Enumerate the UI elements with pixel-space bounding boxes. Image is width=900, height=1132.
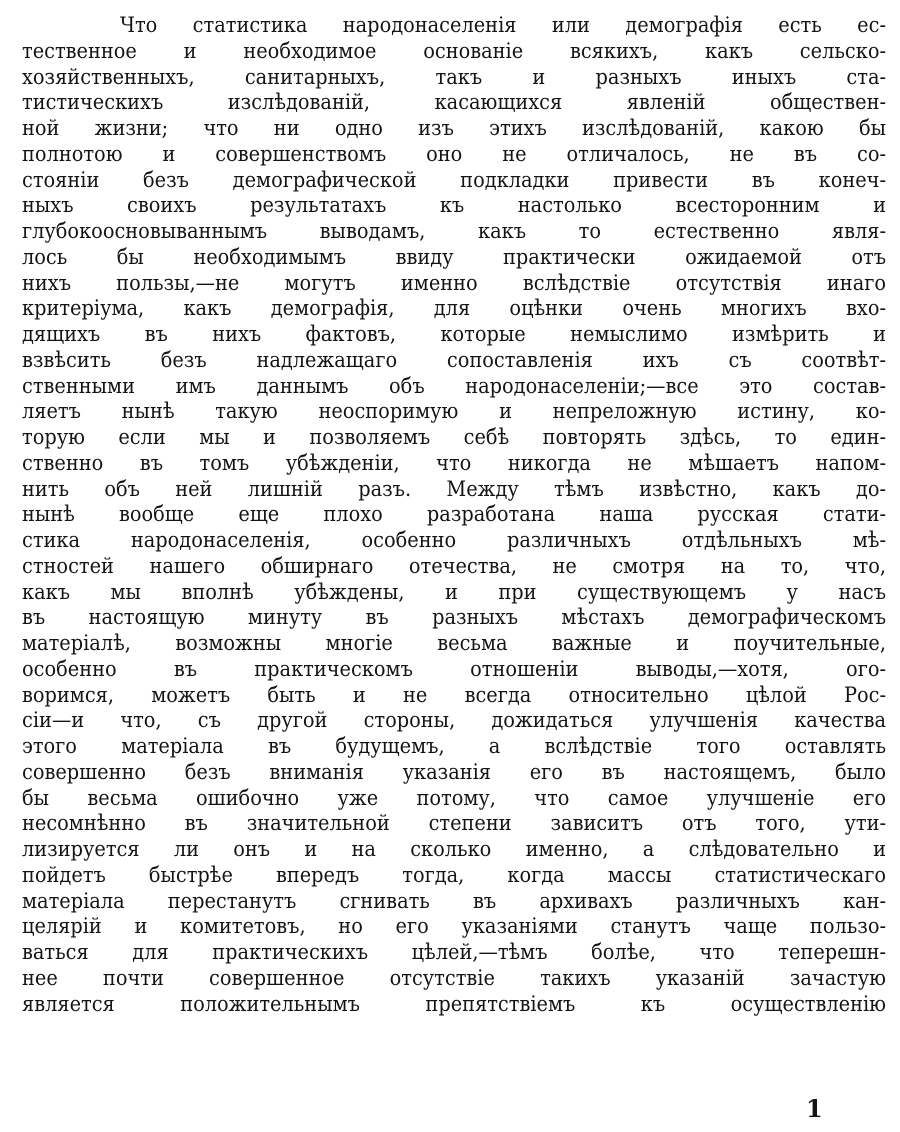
- text-line: хозяйственныхъ, санитарныхъ, такъ и разныхъ иныхъ ста-: [22, 64, 886, 90]
- text-line: нынѣ вообще еще плохо разработана наша русская стати-: [22, 502, 886, 528]
- text-line: пойдетъ быстрѣе впередъ тогда, когда массы статистическаго: [22, 862, 886, 888]
- text-line: особенно въ практическомъ отношеніи выводы,—хотя, ого-: [22, 656, 886, 682]
- text-line: дящихъ въ нихъ фактовъ, которые немыслимо измѣрить и: [22, 322, 886, 347]
- text-line: взвѣсить безъ надлежащаго сопоставленія ихъ съ соотвѣт-: [22, 347, 886, 373]
- text-line: стностей нашего обширнаго отечества, не смотря на то, что,: [22, 553, 886, 579]
- text-line: является положительнымъ препятствіемъ къ осуществленію: [22, 991, 886, 1017]
- text-line: этого матеріала въ будущемъ, а вслѣдствіе того оставлять: [22, 734, 886, 759]
- text-line: тественное и необходимое основаніе всякихъ, какъ сельско-: [22, 38, 886, 64]
- text-line: несомнѣнно въ значительной степени зависитъ отъ того, ути-: [22, 811, 886, 837]
- text-line: бы весьма ошибочно уже потому, что самое улучшеніе его: [22, 785, 886, 811]
- text-line: ственно въ томъ убѣжденіи, что никогда не мѣшаетъ напом-: [22, 450, 886, 476]
- text-line: ныхъ своихъ результатахъ къ настолько всесторонним и: [22, 193, 886, 219]
- text-line: нить объ ней лишній разъ. Между тѣмъ извѣстно, какъ до-: [22, 476, 886, 502]
- text-line: критеріума, какъ демографія, для оцѣнки очень многихъ вхо-: [22, 296, 886, 322]
- text-line: стояніи безъ демографической подкладки привести въ конеч-: [22, 167, 886, 193]
- text-line: торую если мы и позволяемъ себѣ повторять здѣсь, то един-: [22, 425, 886, 450]
- text-line: ственными имъ даннымъ объ народонаселеніи;—все это состав-: [22, 373, 886, 399]
- text-line: какъ мы вполнѣ убѣждены, и при существующемъ у насъ: [22, 579, 886, 605]
- text-line: нихъ пользы,—не могутъ именно вслѣдствіе отсутствія инаго: [22, 270, 886, 296]
- text-line: ваться для практическихъ цѣлей,—тѣмъ болѣе, что теперешн-: [22, 940, 886, 965]
- text-line: воримся, можетъ быть и не всегда относительно цѣлой Рос-: [22, 682, 886, 708]
- page-number: 1: [806, 1094, 823, 1123]
- text-line: въ настоящую минуту въ разныхъ мѣстахъ демографическомъ: [22, 605, 886, 631]
- text-line: матеріалѣ, возможны многіе весьма важные и поучительные,: [22, 631, 886, 656]
- text-line: совершенно безъ вниманія указанія его въ настоящемъ, было: [22, 759, 886, 785]
- text-line: целярій и комитетовъ, но его указаніями станутъ чаще пользо-: [22, 914, 886, 940]
- text-line: лось бы необходимымъ ввиду практически ожидаемой отъ: [22, 244, 886, 270]
- text-line: Что статистика народонаселенія или демографія есть ес-: [120, 13, 886, 38]
- text-line: тистическихъ изслѣдованій, касающихся явленій обществен-: [22, 90, 886, 116]
- text-line: ляетъ нынѣ такую неоспоримую и непреложную истину, ко-: [22, 399, 886, 425]
- text-line: сіи—и что, съ другой стороны, дожидаться улучшенія качества: [22, 708, 886, 734]
- text-line: полнотою и совершенствомъ оно не отличалось, не въ со-: [22, 141, 886, 167]
- text-line: нее почти совершенное отсутствіе такихъ указаній зачастую: [22, 965, 886, 991]
- text-line: ной жизни; что ни одно изъ этихъ изслѣдованій, какою бы: [22, 116, 886, 141]
- text-line: стика народонаселенія, особенно различныхъ отдѣльныхъ мѣ-: [22, 528, 886, 553]
- text-line: матеріала перестанутъ сгнивать въ архивахъ различныхъ кан-: [22, 888, 886, 914]
- text-line: глубокоосновываннымъ выводамъ, какъ то естественно явля-: [22, 219, 886, 244]
- body-paragraph: [22, 13, 886, 1017]
- text-line: лизируется ли онъ и на сколько именно, а слѣдовательно и: [22, 837, 886, 862]
